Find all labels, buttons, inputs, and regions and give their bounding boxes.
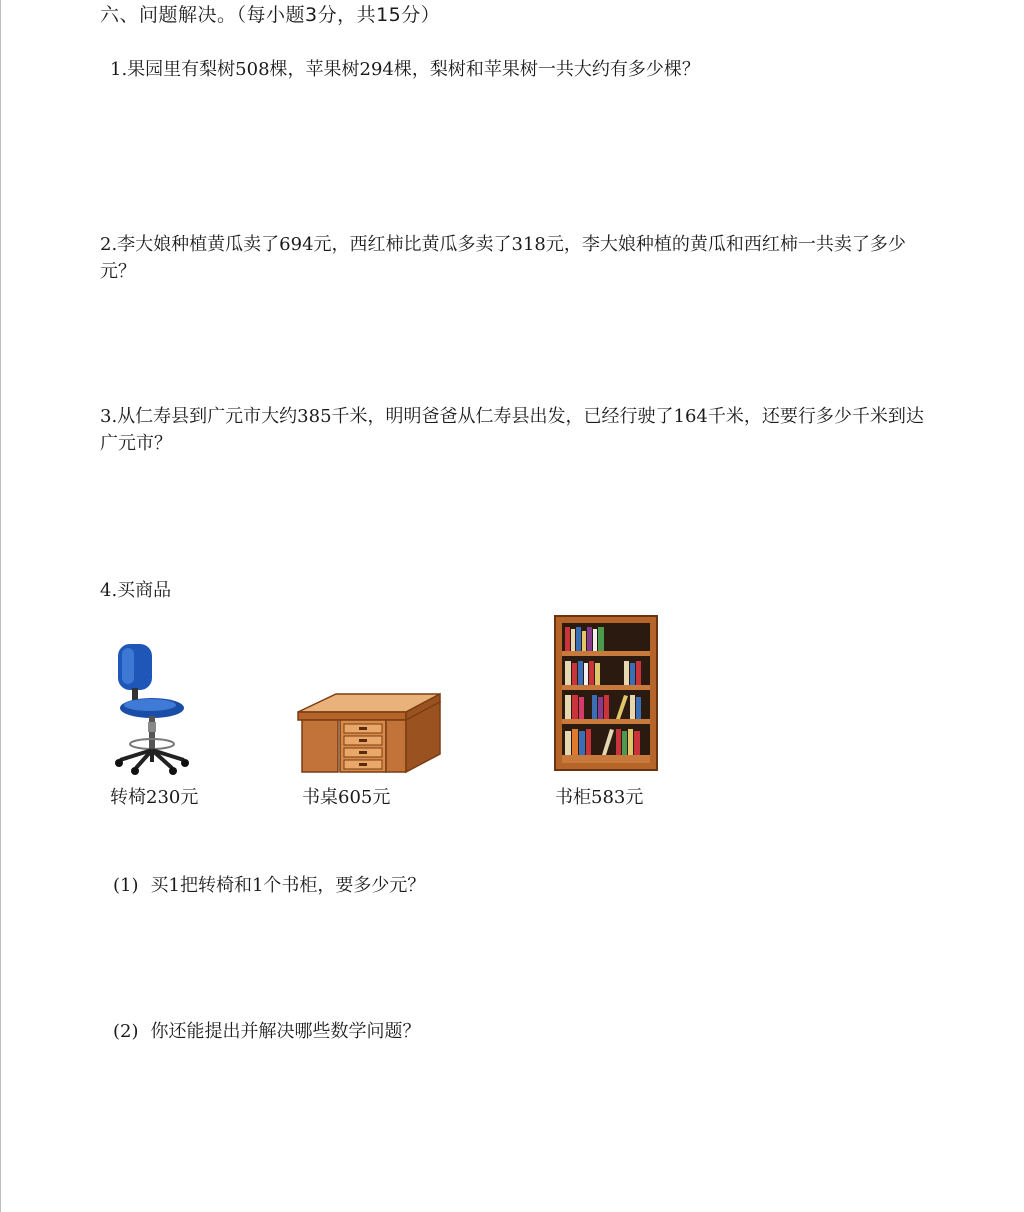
question-3: 3.从仁寿县到广元市大约385千米，明明爸爸从仁寿县出发，已经行驶了164千米，还要行多少千米到达广元市？: [100, 406, 924, 454]
chair-price-label: 转椅230元: [110, 787, 199, 808]
subquestion-2-number: (2): [113, 1021, 139, 1042]
subquestion-1-number: (1): [113, 875, 139, 896]
question-1: 1.果园里有梨树508棵，苹果树294棵，梨树和苹果树一共大约有多少棵？: [110, 59, 700, 80]
bookcase-price-label: 书柜583元: [555, 787, 644, 808]
subquestion-2-text: 你还能提出并解决哪些数学问题？: [150, 1021, 421, 1042]
desk-icon: [296, 692, 442, 778]
subquestion-2: [113, 1017, 421, 1043]
swivel-chair-icon: [106, 642, 190, 782]
desk-price-label: 书桌605元: [302, 787, 391, 808]
question-4: 4.买商品: [100, 580, 172, 601]
page-left-border: [0, 0, 1, 1212]
question-2: 2.李大娘种植黄瓜卖了694元，西红柿比黄瓜多卖了318元，李大娘种植的黄瓜和西红柿一共卖了多少元？: [100, 234, 906, 282]
subquestion-1: [113, 871, 425, 897]
bookcase-icon: [554, 615, 658, 775]
subquestion-1-text: 买1把转椅和1个书柜，要多少元？: [150, 875, 426, 896]
section-title: 六、问题解决。（每小题3分，共15分）: [100, 4, 441, 26]
